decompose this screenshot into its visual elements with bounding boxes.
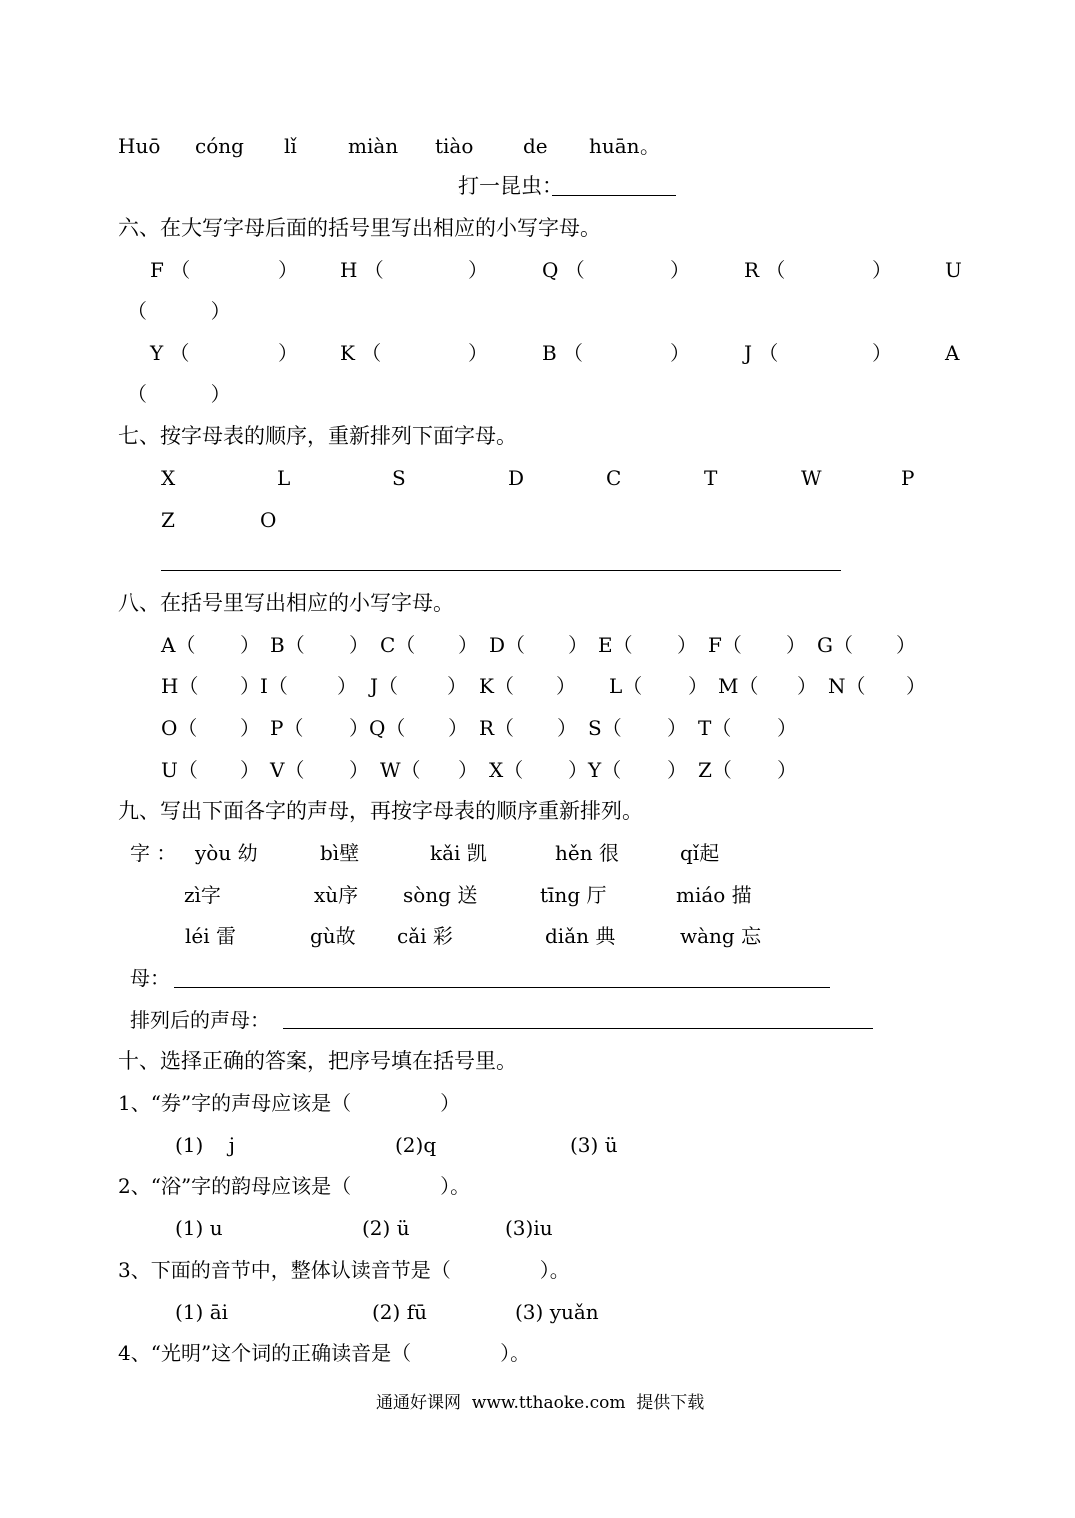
word-item: cǎi 彩 <box>397 924 453 948</box>
bracket-close: ） <box>240 633 260 657</box>
word-item: bì壁 <box>320 841 360 865</box>
word-item: zì字 <box>184 883 221 907</box>
letter-bracket: P（ <box>270 716 304 740</box>
bracket-close: ） <box>872 341 892 365</box>
letter-bracket: B （ <box>542 341 584 365</box>
letter-bracket: M（ <box>718 674 759 698</box>
letter: T <box>704 466 718 490</box>
word-item: kǎi 凯 <box>430 841 487 865</box>
option: (1) āi <box>175 1300 229 1324</box>
word-item: xù序 <box>314 883 359 907</box>
bracket-close: ） <box>667 758 687 782</box>
bracket-close: ） <box>337 674 357 698</box>
letter: A <box>945 341 960 365</box>
bracket-close: ） <box>349 633 369 657</box>
riddle-answer-label: 打一昆虫： <box>458 174 563 198</box>
bracket-close: ） <box>468 341 488 365</box>
wrapped-bracket: （ ） <box>127 382 231 406</box>
bracket-close: ） <box>240 716 260 740</box>
option: (2) ü <box>362 1216 410 1240</box>
bracket-close: ） <box>688 674 708 698</box>
bracket-close: ） <box>568 633 588 657</box>
bracket-close: ） <box>468 258 488 282</box>
letter-bracket: D（ <box>489 633 526 657</box>
bracket-close: ） <box>797 674 817 698</box>
letter-bracket: H（ <box>161 674 199 698</box>
bracket-close: ） <box>458 758 478 782</box>
letter: Z <box>161 508 175 532</box>
section-6-title: 六、在大写字母后面的括号里写出相应的小写字母。 <box>118 216 601 240</box>
question-1: 1、“券”字的声母应该是（ ） <box>118 1091 461 1115</box>
letter-bracket: T（ <box>698 716 732 740</box>
bracket-close: ） <box>777 716 797 740</box>
bracket-close: ） <box>896 633 916 657</box>
bracket-close: ） <box>670 258 690 282</box>
bracket-close: ） <box>906 674 926 698</box>
word-item: qǐ起 <box>680 841 720 865</box>
option: (3) ü <box>570 1133 618 1157</box>
mu-label: 母： <box>130 966 170 990</box>
letter-bracket: R （ <box>744 258 786 282</box>
letter-bracket: ）Q（ <box>349 716 406 740</box>
option: (3)iu <box>505 1216 553 1240</box>
letter-bracket: Y （ <box>150 341 190 365</box>
letter-bracket: N（ <box>828 674 866 698</box>
word-item: hěn 很 <box>555 841 619 865</box>
answer-blank-line[interactable] <box>161 570 841 571</box>
option: (3) yuǎn <box>515 1300 599 1324</box>
option: (2)q <box>395 1133 437 1157</box>
letter-bracket: C（ <box>380 633 416 657</box>
letter-bracket: A（ <box>161 633 196 657</box>
letter-bracket: Z（ <box>698 758 732 782</box>
word-item: tīng 厅 <box>540 883 607 907</box>
letter-bracket: L（ <box>609 674 643 698</box>
letter: L <box>277 466 291 490</box>
wrapped-bracket: （ ） <box>127 299 231 323</box>
section-7-title: 七、按字母表的顺序，重新排列下面字母。 <box>118 424 517 448</box>
pinyin-syllable: miàn <box>348 134 399 158</box>
word-item: miáo 描 <box>676 883 752 907</box>
word-item: léi 雷 <box>185 924 236 948</box>
bracket-close: ） <box>557 716 577 740</box>
letter-bracket: S（ <box>588 716 622 740</box>
letter-bracket: X（ <box>489 758 524 782</box>
bracket-close: ） <box>278 258 298 282</box>
word-item: diǎn 典 <box>545 924 616 948</box>
pinyin-syllable: lǐ <box>284 134 297 158</box>
pinyin-syllable: tiào <box>435 134 474 158</box>
bracket-close: ） <box>670 341 690 365</box>
question-4: 4、“光明”这个词的正确读音是（ ）。 <box>118 1341 531 1365</box>
bracket-close: ） <box>447 674 467 698</box>
letter: W <box>801 466 822 490</box>
pinyin-syllable: huān <box>589 134 640 158</box>
question-3: 3、下面的音节中，整体认读音节是（ ）。 <box>118 1258 570 1282</box>
letter-bracket: F （ <box>150 258 191 282</box>
letter-bracket: J （ <box>744 341 779 365</box>
word-item: yòu 幼 <box>195 841 258 865</box>
pinyin-syllable: cóng <box>195 134 244 158</box>
letter-bracket: Q （ <box>542 258 585 282</box>
bracket-close: ） <box>667 716 687 740</box>
bracket-close: ） <box>278 341 298 365</box>
letter: U <box>945 258 962 282</box>
bracket-close: ） <box>349 758 369 782</box>
sorted-label: 排列后的声母： <box>130 1008 270 1032</box>
letter-bracket: G（ <box>817 633 853 657</box>
option: (1) u <box>175 1216 223 1240</box>
section-10-title: 十、选择正确的答案，把序号填在括号里。 <box>118 1049 517 1073</box>
letter-bracket: R（ <box>479 716 515 740</box>
bracket-close: ） <box>786 633 806 657</box>
letter-bracket: W（ <box>380 758 421 782</box>
letter-bracket: O（ <box>161 716 198 740</box>
letter-bracket: E（ <box>598 633 633 657</box>
word-item: wàng 忘 <box>680 924 762 948</box>
letter: X <box>161 466 176 490</box>
letter-bracket: K （ <box>340 341 382 365</box>
bracket-close: ） <box>677 633 697 657</box>
bracket-close: ） <box>872 258 892 282</box>
pinyin-syllable: 。 <box>640 134 660 158</box>
letter: C <box>606 466 622 490</box>
option: (1) j <box>175 1133 235 1157</box>
option: (2) fū <box>372 1300 427 1324</box>
letter: O <box>260 508 277 532</box>
letter-bracket: J（ <box>370 674 399 698</box>
bracket-close: ） <box>240 758 260 782</box>
answer-blank-line[interactable] <box>283 1028 873 1029</box>
letter-bracket: U（ <box>161 758 198 782</box>
word-item: gù故 <box>310 924 356 948</box>
bracket-close: ） <box>556 674 576 698</box>
letter: D <box>508 466 525 490</box>
letter-bracket: H （ <box>340 258 384 282</box>
answer-blank-line[interactable] <box>552 195 676 196</box>
letter-bracket: V（ <box>270 758 305 782</box>
letter: S <box>392 466 406 490</box>
letter-bracket: K（ <box>479 674 514 698</box>
letter: P <box>901 466 915 490</box>
zi-label: 字 ： <box>130 841 177 865</box>
answer-blank-line[interactable] <box>174 987 830 988</box>
bracket-close: ） <box>458 633 478 657</box>
section-8-title: 八、在括号里写出相应的小写字母。 <box>118 591 454 615</box>
footer-credit: 通通好课网 www.tthaoke.com 提供下载 <box>376 1393 705 1413</box>
letter-bracket: ）I（ <box>240 674 288 698</box>
pinyin-syllable: Huō <box>118 134 161 158</box>
word-item: sòng 送 <box>403 883 478 907</box>
section-9-title: 九、写出下面各字的声母，再按字母表的顺序重新排列。 <box>118 799 643 823</box>
letter-bracket: ）Y（ <box>568 758 622 782</box>
letter-bracket: B（ <box>270 633 305 657</box>
letter-bracket: F（ <box>708 633 742 657</box>
pinyin-syllable: de <box>523 134 548 158</box>
bracket-close: ） <box>448 716 468 740</box>
bracket-close: ） <box>777 758 797 782</box>
question-2: 2、“浴”字的韵母应该是（ ）。 <box>118 1174 471 1198</box>
